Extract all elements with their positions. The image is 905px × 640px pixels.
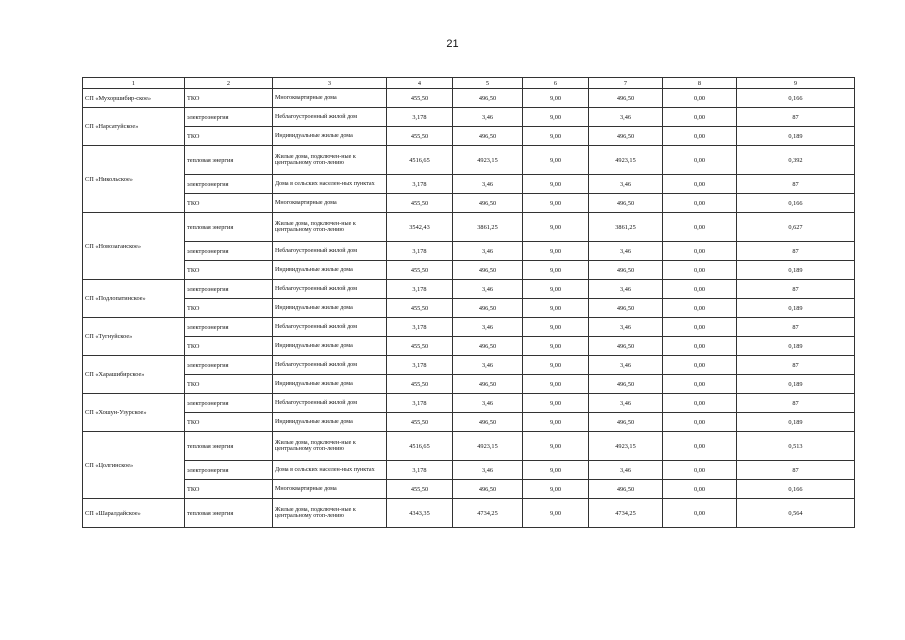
value-col9-cell: 0,166 [737, 194, 855, 213]
settlement-name-cell: СП «Тугнуйское» [83, 318, 185, 356]
value-col8-cell: 0,00 [663, 146, 737, 175]
resource-type-cell: электроэнергия [185, 242, 273, 261]
settlement-name-cell: СП «Мухоршибир-ское» [83, 89, 185, 108]
table-row [83, 461, 855, 480]
value-col5-cell: 496,50 [453, 299, 523, 318]
value-col9-cell: 0,166 [737, 89, 855, 108]
value-col5-cell: 496,50 [453, 413, 523, 432]
table-row [83, 242, 855, 261]
value-col7-cell: 4923,15 [589, 432, 663, 461]
value-col6-cell: 9,00 [523, 413, 589, 432]
table-header-row [83, 78, 855, 89]
value-col8-cell: 0,00 [663, 299, 737, 318]
settlement-name-cell: СП «Новозаганское» [83, 213, 185, 280]
consumer-category-cell: Неблагоустроенный жилой дом [273, 356, 387, 375]
settlement-name-cell: СП «Хошун-Узурское» [83, 394, 185, 432]
column-header: 2 [185, 78, 273, 89]
value-col8-cell: 0,00 [663, 480, 737, 499]
consumer-category-cell: Неблагоустроенный жилой дом [273, 242, 387, 261]
value-col6-cell: 9,00 [523, 194, 589, 213]
value-col6-cell: 9,00 [523, 146, 589, 175]
value-col9-cell: 0,189 [737, 337, 855, 356]
settlement-name-cell: СП «Шаралдайское» [83, 499, 185, 528]
value-col6-cell: 9,00 [523, 280, 589, 299]
value-col8-cell: 0,00 [663, 194, 737, 213]
resource-type-cell: ТКО [185, 261, 273, 280]
resource-type-cell: тепловая энергия [185, 432, 273, 461]
value-col7-cell: 496,50 [589, 375, 663, 394]
value-col7-cell: 3,46 [589, 356, 663, 375]
value-col9-cell: 0,189 [737, 413, 855, 432]
value-col9-cell: 87 [737, 394, 855, 413]
value-col7-cell: 3,46 [589, 175, 663, 194]
value-col7-cell: 496,50 [589, 299, 663, 318]
value-col6-cell: 9,00 [523, 499, 589, 528]
value-col5-cell: 4734,25 [453, 499, 523, 528]
value-col4-cell: 455,50 [387, 261, 453, 280]
resource-type-cell: ТКО [185, 89, 273, 108]
value-col7-cell: 4734,25 [589, 499, 663, 528]
value-col8-cell: 0,00 [663, 432, 737, 461]
value-col7-cell: 4923,15 [589, 146, 663, 175]
value-col4-cell: 455,50 [387, 480, 453, 499]
value-col6-cell: 9,00 [523, 375, 589, 394]
resource-type-cell: ТКО [185, 413, 273, 432]
value-col5-cell: 3,46 [453, 318, 523, 337]
value-col4-cell: 3,178 [387, 356, 453, 375]
value-col9-cell: 87 [737, 461, 855, 480]
consumer-category-cell: Неблагоустроенный жилой дом [273, 108, 387, 127]
resource-type-cell: электроэнергия [185, 394, 273, 413]
resource-type-cell: тепловая энергия [185, 213, 273, 242]
value-col6-cell: 9,00 [523, 394, 589, 413]
value-col9-cell: 0,189 [737, 261, 855, 280]
resource-type-cell: электроэнергия [185, 318, 273, 337]
consumer-category-cell: Дома в сельских населен-ных пунктах [273, 175, 387, 194]
settlement-name-cell: СП «Никольское» [83, 146, 185, 213]
value-col8-cell: 0,00 [663, 394, 737, 413]
column-header: 4 [387, 78, 453, 89]
value-col7-cell: 3,46 [589, 242, 663, 261]
value-col4-cell: 4343,35 [387, 499, 453, 528]
value-col7-cell: 496,50 [589, 127, 663, 146]
resource-type-cell: ТКО [185, 299, 273, 318]
value-col5-cell: 496,50 [453, 127, 523, 146]
value-col8-cell: 0,00 [663, 413, 737, 432]
value-col6-cell: 9,00 [523, 242, 589, 261]
value-col6-cell: 9,00 [523, 356, 589, 375]
value-col9-cell: 0,392 [737, 146, 855, 175]
value-col4-cell: 455,50 [387, 127, 453, 146]
value-col7-cell: 3,46 [589, 318, 663, 337]
value-col9-cell: 0,166 [737, 480, 855, 499]
value-col7-cell: 496,50 [589, 480, 663, 499]
value-col8-cell: 0,00 [663, 108, 737, 127]
consumer-category-cell: Многоквартирные дома [273, 89, 387, 108]
value-col6-cell: 9,00 [523, 318, 589, 337]
settlement-name-cell: СП «Харашибирское» [83, 356, 185, 394]
value-col4-cell: 4516,65 [387, 432, 453, 461]
value-col8-cell: 0,00 [663, 89, 737, 108]
value-col6-cell: 9,00 [523, 108, 589, 127]
value-col8-cell: 0,00 [663, 213, 737, 242]
consumer-category-cell: Жилые дома, подключен-ные к центральному отоп-лению [273, 432, 387, 461]
value-col4-cell: 3,178 [387, 394, 453, 413]
value-col9-cell: 87 [737, 175, 855, 194]
resource-type-cell: ТКО [185, 127, 273, 146]
resource-type-cell: электроэнергия [185, 280, 273, 299]
table-row [83, 499, 855, 528]
value-col8-cell: 0,00 [663, 280, 737, 299]
value-col8-cell: 0,00 [663, 175, 737, 194]
value-col5-cell: 3,46 [453, 394, 523, 413]
value-col4-cell: 3,178 [387, 242, 453, 261]
table-row [83, 146, 855, 175]
value-col6-cell: 9,00 [523, 480, 589, 499]
value-col7-cell: 496,50 [589, 413, 663, 432]
table-row [83, 432, 855, 461]
resource-type-cell: электроэнергия [185, 356, 273, 375]
value-col9-cell: 0,189 [737, 299, 855, 318]
column-header: 7 [589, 78, 663, 89]
value-col8-cell: 0,00 [663, 261, 737, 280]
value-col5-cell: 496,50 [453, 375, 523, 394]
consumer-category-cell: Индивидуальные жилые дома [273, 375, 387, 394]
settlement-name-cell: СП «Цолгинское» [83, 432, 185, 499]
value-col8-cell: 0,00 [663, 499, 737, 528]
value-col7-cell: 496,50 [589, 194, 663, 213]
table-row [83, 89, 855, 108]
consumer-category-cell: Многоквартирные дома [273, 194, 387, 213]
value-col5-cell: 3,46 [453, 356, 523, 375]
value-col5-cell: 496,50 [453, 89, 523, 108]
value-col6-cell: 9,00 [523, 337, 589, 356]
value-col4-cell: 3,178 [387, 318, 453, 337]
value-col6-cell: 9,00 [523, 89, 589, 108]
value-col5-cell: 3,46 [453, 280, 523, 299]
value-col5-cell: 3861,25 [453, 213, 523, 242]
value-col4-cell: 3542,43 [387, 213, 453, 242]
value-col8-cell: 0,00 [663, 318, 737, 337]
column-header: 8 [663, 78, 737, 89]
resource-type-cell: ТКО [185, 337, 273, 356]
value-col7-cell: 496,50 [589, 261, 663, 280]
consumer-category-cell: Индивидуальные жилые дома [273, 299, 387, 318]
resource-type-cell: ТКО [185, 375, 273, 394]
value-col5-cell: 3,46 [453, 175, 523, 194]
resource-type-cell: тепловая энергия [185, 146, 273, 175]
value-col7-cell: 3,46 [589, 394, 663, 413]
consumer-category-cell: Неблагоустроенный жилой дом [273, 280, 387, 299]
value-col8-cell: 0,00 [663, 375, 737, 394]
column-header: 9 [737, 78, 855, 89]
value-col5-cell: 3,46 [453, 242, 523, 261]
consumer-category-cell: Индивидуальные жилые дома [273, 261, 387, 280]
value-col9-cell: 0,627 [737, 213, 855, 242]
resource-type-cell: электроэнергия [185, 175, 273, 194]
value-col9-cell: 87 [737, 108, 855, 127]
value-col8-cell: 0,00 [663, 242, 737, 261]
table-row [83, 356, 855, 375]
table-row [83, 175, 855, 194]
table-row [83, 261, 855, 280]
value-col6-cell: 9,00 [523, 461, 589, 480]
value-col7-cell: 496,50 [589, 89, 663, 108]
value-col9-cell: 0,513 [737, 432, 855, 461]
value-col6-cell: 9,00 [523, 432, 589, 461]
value-col9-cell: 0,189 [737, 375, 855, 394]
table-row [83, 480, 855, 499]
table-row [83, 375, 855, 394]
resource-type-cell: электроэнергия [185, 461, 273, 480]
value-col9-cell: 87 [737, 280, 855, 299]
table-row [83, 299, 855, 318]
table-row [83, 213, 855, 242]
page-number: 21 [446, 38, 459, 50]
value-col7-cell: 3861,25 [589, 213, 663, 242]
value-col4-cell: 3,178 [387, 108, 453, 127]
table-row [83, 108, 855, 127]
value-col6-cell: 9,00 [523, 261, 589, 280]
value-col7-cell: 3,46 [589, 108, 663, 127]
consumer-category-cell: Индивидуальные жилые дома [273, 337, 387, 356]
value-col8-cell: 0,00 [663, 337, 737, 356]
value-col9-cell: 87 [737, 242, 855, 261]
resource-type-cell: электроэнергия [185, 108, 273, 127]
value-col4-cell: 455,50 [387, 337, 453, 356]
value-col4-cell: 3,178 [387, 280, 453, 299]
consumer-category-cell: Жилые дома, подключен-ные к центральному отоп-лению [273, 499, 387, 528]
column-header: 3 [273, 78, 387, 89]
value-col5-cell: 4923,15 [453, 146, 523, 175]
value-col4-cell: 455,50 [387, 413, 453, 432]
table-row [83, 337, 855, 356]
value-col9-cell: 0,189 [737, 127, 855, 146]
column-header: 6 [523, 78, 589, 89]
value-col6-cell: 9,00 [523, 213, 589, 242]
column-header: 5 [453, 78, 523, 89]
value-col4-cell: 455,50 [387, 299, 453, 318]
consumer-category-cell: Неблагоустроенный жилой дом [273, 394, 387, 413]
consumer-category-cell: Многоквартирные дома [273, 480, 387, 499]
resource-type-cell: ТКО [185, 480, 273, 499]
column-header: 1 [83, 78, 185, 89]
value-col8-cell: 0,00 [663, 461, 737, 480]
consumer-category-cell: Неблагоустроенный жилой дом [273, 318, 387, 337]
table-row [83, 280, 855, 299]
value-col6-cell: 9,00 [523, 127, 589, 146]
value-col4-cell: 455,50 [387, 89, 453, 108]
value-col6-cell: 9,00 [523, 299, 589, 318]
value-col5-cell: 496,50 [453, 194, 523, 213]
value-col5-cell: 3,46 [453, 461, 523, 480]
settlement-name-cell: СП «Подлопатинское» [83, 280, 185, 318]
consumer-category-cell: Индивидуальные жилые дома [273, 413, 387, 432]
value-col8-cell: 0,00 [663, 127, 737, 146]
table-row [83, 194, 855, 213]
table-row [83, 394, 855, 413]
consumer-category-cell: Индивидуальные жилые дома [273, 127, 387, 146]
value-col6-cell: 9,00 [523, 175, 589, 194]
value-col5-cell: 3,46 [453, 108, 523, 127]
resource-type-cell: тепловая энергия [185, 499, 273, 528]
consumer-category-cell: Жилые дома, подключен-ные к центральному отоп-лению [273, 146, 387, 175]
consumer-category-cell: Жилые дома, подключен-ные к центральному отоп-лению [273, 213, 387, 242]
value-col8-cell: 0,00 [663, 356, 737, 375]
resource-type-cell: ТКО [185, 194, 273, 213]
value-col9-cell: 87 [737, 356, 855, 375]
value-col4-cell: 3,178 [387, 461, 453, 480]
value-col7-cell: 3,46 [589, 280, 663, 299]
value-col5-cell: 496,50 [453, 261, 523, 280]
consumer-category-cell: Дома в сельских населен-ных пунктах [273, 461, 387, 480]
value-col5-cell: 496,50 [453, 337, 523, 356]
value-col4-cell: 455,50 [387, 375, 453, 394]
tariff-table [82, 77, 855, 528]
value-col5-cell: 496,50 [453, 480, 523, 499]
value-col4-cell: 455,50 [387, 194, 453, 213]
value-col4-cell: 4516,65 [387, 146, 453, 175]
value-col9-cell: 0,564 [737, 499, 855, 528]
table-row [83, 318, 855, 337]
value-col7-cell: 3,46 [589, 461, 663, 480]
table-row [83, 127, 855, 146]
value-col4-cell: 3,178 [387, 175, 453, 194]
value-col5-cell: 4923,15 [453, 432, 523, 461]
value-col9-cell: 87 [737, 318, 855, 337]
settlement-name-cell: СП «Нарсатуйское» [83, 108, 185, 146]
value-col7-cell: 496,50 [589, 337, 663, 356]
table-row [83, 413, 855, 432]
